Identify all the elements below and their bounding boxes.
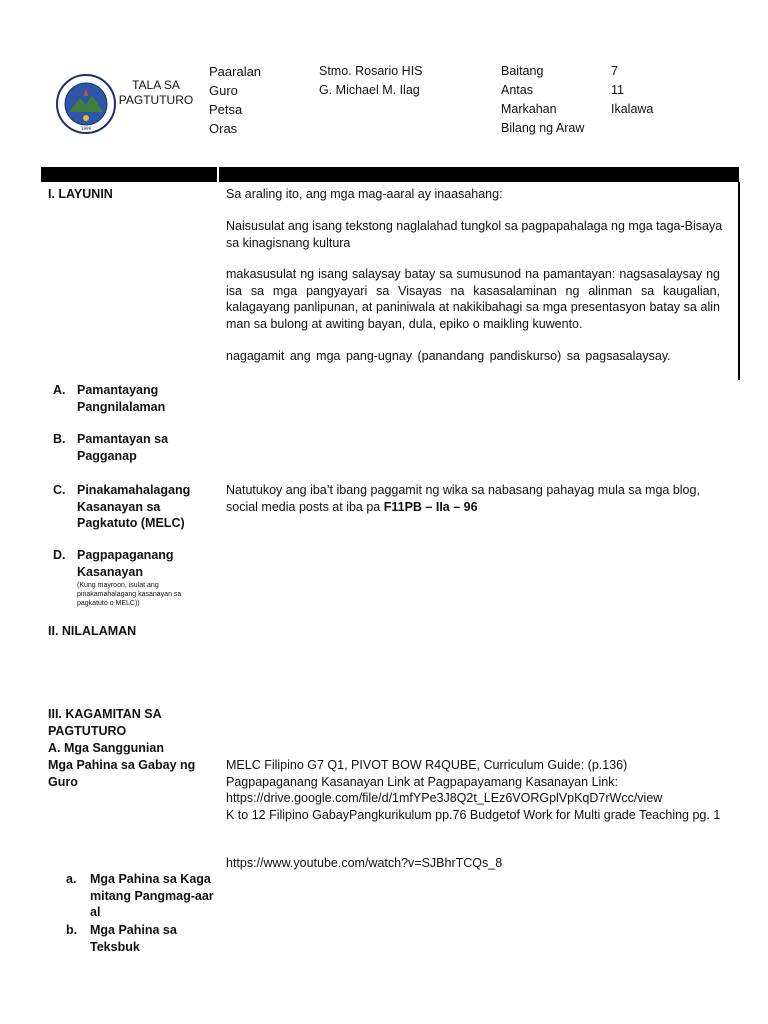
label-markahan: Markahan	[501, 102, 557, 116]
value-antas: 11	[611, 83, 624, 97]
kagamitan-label: III. KAGAMITAN SA PAGTUTURO	[48, 707, 162, 738]
section-a	[53, 382, 203, 415]
references-block	[226, 757, 736, 823]
section-d-label: Pagpapaganang Kasanayan	[77, 548, 174, 579]
value-guro: G. Michael M. Ilag	[319, 83, 420, 97]
reference-link-youtube[interactable]: https://www.youtube.com/watch?v=SJBhrTCQs_8	[226, 856, 503, 870]
header-values	[319, 62, 423, 100]
logo-title: TALA SA PAGTUTURO	[118, 78, 194, 107]
gabay-ng-guro-label: Mga Pahina sa Gabay ng Guro	[48, 758, 196, 789]
layunin-label: I. LAYUNIN	[48, 187, 113, 201]
sub-item-a	[66, 871, 216, 921]
table-header-bar-right	[219, 167, 739, 182]
reference-1: MELC Filipino G7 Q1, PIVOT BOW R4QUBE, Curriculum Guide: (p.136)	[226, 758, 628, 772]
header-labels	[209, 62, 261, 138]
melc-code: F11PB – IIa – 96	[383, 499, 478, 514]
sub-item-b	[66, 922, 216, 955]
layunin-objective-1: Naisusulat ang isang tekstong naglalahad tungkol sa pagpapahalaga ng mga taga-Bisaya sa kinagisnang kultura	[226, 219, 723, 250]
label-paaralan: Paaralan	[209, 64, 262, 79]
section-c	[53, 482, 208, 532]
sub-item-a-label: Mga Pahina sa Kagamitang Pangmag-aaral	[90, 872, 214, 919]
reference-link-drive[interactable]: https://drive.google.com/file/d/1mfYPe3J8Q2t_LEz6VORGplVpKqD7rWcc/view	[226, 791, 663, 805]
reference-4: K to 12 Filipino GabayPangkurikulum pp.76 Budgetof Work for Multi grade Teaching pg. 1	[226, 807, 721, 822]
label-antas: Antas	[501, 83, 533, 97]
label-baitang: Baitang	[501, 64, 544, 78]
section-d-marker: D.	[53, 548, 66, 562]
melc-description: Natutukoy ang iba’t ibang paggamit ng wika sa nabasang pahayag mula sa mga blog, social media posts at iba pa	[226, 483, 700, 514]
sub-item-a-marker: a.	[66, 872, 77, 886]
section-b	[53, 431, 203, 464]
sub-item-b-label: Mga Pahina sa Teksbuk	[90, 923, 177, 954]
svg-text:1999: 1999	[80, 126, 92, 131]
layunin-intro: Sa araling ito, ang mga mag-aaral ay inaasahang:	[226, 187, 503, 201]
sub-item-b-marker: b.	[66, 923, 78, 937]
value-paaralan: Stmo. Rosario HIS	[319, 64, 423, 78]
section-d-note: (Kung mayroon, isulat ang pinakamahalagang kasanayan sa pagkatuto o MELC))	[77, 582, 182, 607]
header-values-2	[611, 62, 653, 119]
table-right-border	[738, 182, 740, 380]
value-markahan: Ikalawa	[611, 102, 654, 116]
section-d	[53, 547, 208, 580]
section-b-label: Pamantayan sa Pagganap	[77, 432, 169, 463]
section-a-marker: A.	[53, 383, 66, 397]
layunin-objective-2: makasusulat ng isang salaysay batay sa sumusunod na pamantayan: nagsasalaysay ng isa sa mga pangyayari sa Visayas na kasasalaminan ng alinman sa kaugalian, kalagayang panlipunan, at paniniwala at nakikibahagi sa mga presentasyon batay sa alin man sa bulong at awiting bayan, dula, epiko o maikling kuwento.	[226, 267, 720, 331]
section-a-label: Pamantayang Pangnilalaman	[77, 383, 166, 414]
table-header-bar-left	[41, 167, 217, 182]
label-petsa: Petsa	[209, 102, 243, 117]
layunin-objective-3: nagagamit ang mga pang-ugnay (panandang pandiskurso) sa pagsasalaysay.	[226, 349, 671, 363]
sanggunian-label: A. Mga Sanggunian	[48, 741, 164, 755]
label-guro: Guro	[209, 83, 238, 98]
label-oras: Oras	[209, 121, 238, 136]
label-bilang-ng-araw: Bilang ng Araw	[501, 121, 585, 135]
header-labels-2	[501, 62, 584, 138]
melc-text	[226, 482, 731, 515]
section-c-marker: C.	[53, 483, 66, 497]
reference-2: Pagpapaganang Kasanayan Link at Pagpapayamang Kasanayan Link:	[226, 774, 618, 789]
section-b-marker: B.	[53, 432, 66, 446]
nilalaman-label: II. NILALAMAN	[48, 624, 137, 638]
value-baitang: 7	[611, 64, 618, 78]
school-seal-logo	[56, 74, 116, 134]
section-c-label: Pinakamahalagang Kasanayan sa Pagkatuto (MELC)	[77, 483, 191, 530]
